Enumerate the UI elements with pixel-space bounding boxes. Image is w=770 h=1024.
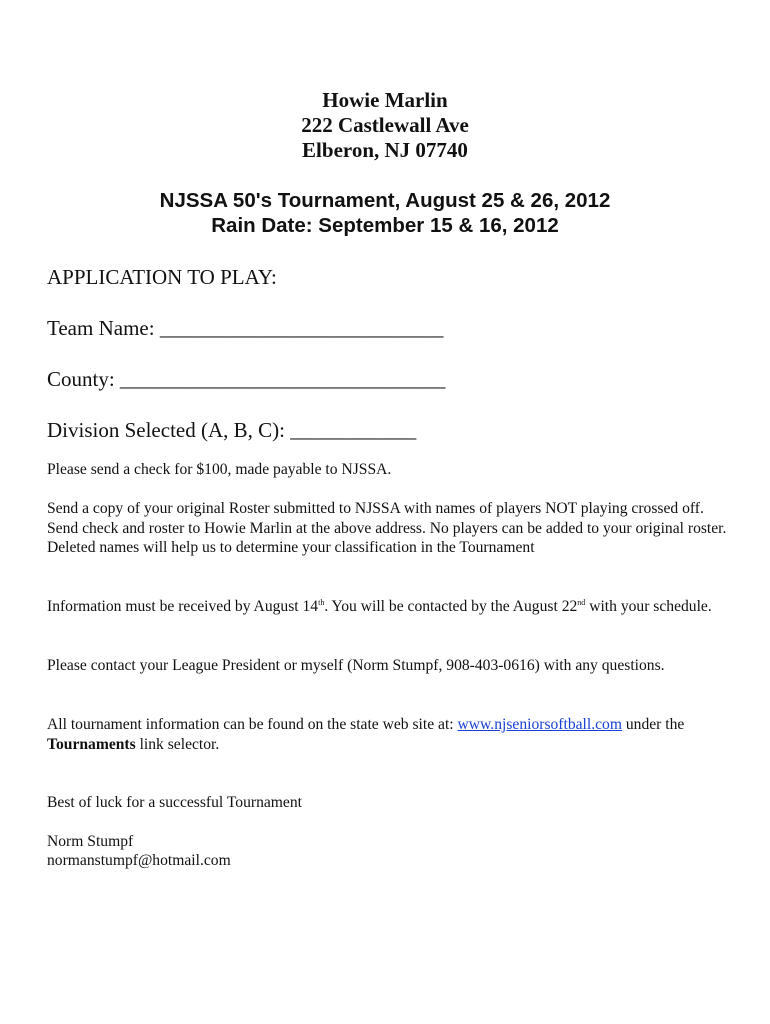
deadline-sup-2: nd xyxy=(577,598,586,607)
tournament-title: NJSSA 50's Tournament, August 25 & 26, 2012 xyxy=(159,189,611,212)
signer-name: Norm Stumpf xyxy=(47,833,134,850)
check-paragraph: Please send a check for $100, made payable to NJSSA. xyxy=(47,461,392,478)
sender-street: 222 Castlewall Ave xyxy=(301,113,469,137)
website-text-mid: under the xyxy=(621,716,685,733)
website-link[interactable]: www.njseniorsoftball.com xyxy=(457,716,622,733)
team-name-field: Team Name: ___________________________ xyxy=(47,316,444,340)
letter-header xyxy=(0,88,770,238)
deadline-text-2: . You will be contacted by the August 22 xyxy=(324,598,578,615)
roster-paragraph: Send a copy of your original Roster submitted to NJSSA with names of players NOT playing crossed off. Send check and roster to Howie Marlin at the above address. No players can be added to your original roster. Deleted names will help us to determine your classification in the Tournament xyxy=(47,500,727,556)
tournaments-bold-text: Tournaments xyxy=(47,735,136,753)
county-field: County: _______________________________ xyxy=(47,367,446,391)
deadline-text-1: Information must be received by August 14 xyxy=(47,598,319,615)
sender-city: Elberon, NJ 07740 xyxy=(302,138,468,162)
website-text-suffix: link selector. xyxy=(135,735,220,753)
website-text-prefix: All tournament information can be found on the state web site at: xyxy=(47,716,458,733)
website-paragraph xyxy=(47,715,727,754)
sender-name: Howie Marlin xyxy=(322,88,448,112)
deadline-paragraph xyxy=(47,597,727,617)
closing-wish: Best of luck for a successful Tournament xyxy=(47,794,302,811)
application-heading: APPLICATION TO PLAY: xyxy=(47,265,277,289)
rain-date: Rain Date: September 15 & 16, 2012 xyxy=(211,214,559,237)
signer-email: normanstumpf@hotmail.com xyxy=(47,852,231,869)
deadline-text-3: with your schedule. xyxy=(585,598,712,615)
division-field: Division Selected (A, B, C): ____________ xyxy=(47,418,417,442)
deadline-sup-1: th xyxy=(318,598,325,607)
contact-paragraph: Please contact your League President or myself (Norm Stumpf, 908-403-0616) with any questions. xyxy=(47,657,665,674)
